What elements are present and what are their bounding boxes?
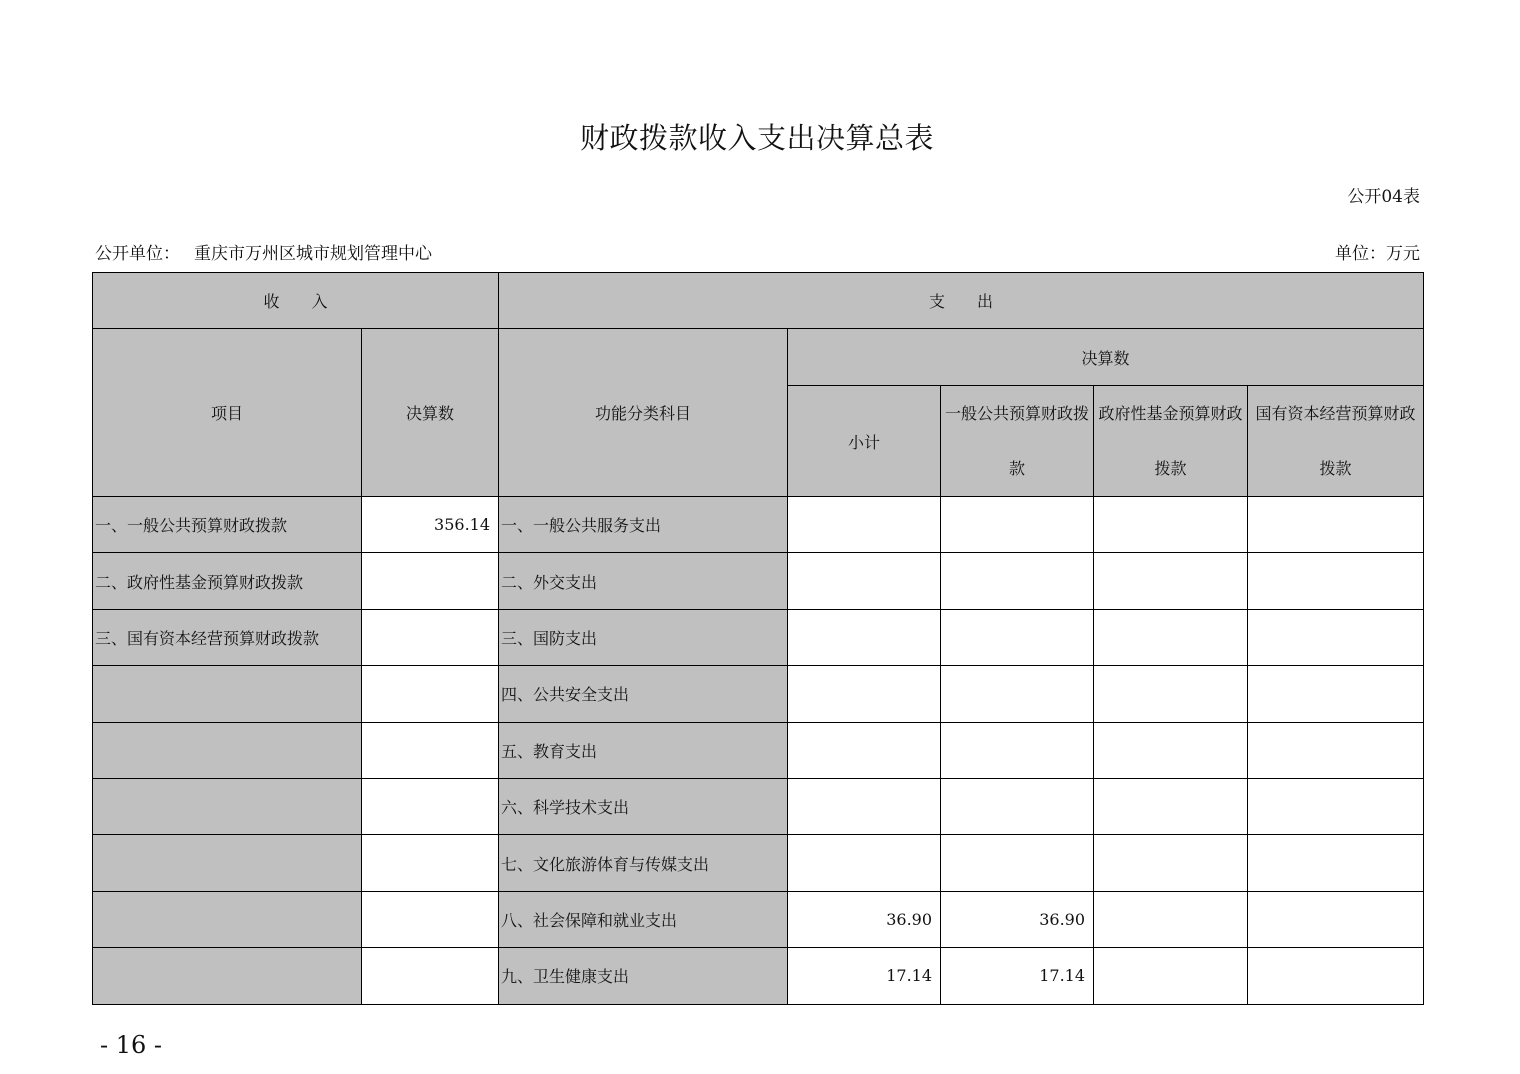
table-row <box>93 666 1424 722</box>
subtotal-cell: 36.90 <box>788 891 941 947</box>
general-budget-cell: 36.90 <box>941 891 1094 947</box>
subtotal-cell: 17.14 <box>788 948 941 1004</box>
income-amount-cell <box>362 722 499 778</box>
gov-fund-cell <box>1094 722 1248 778</box>
income-item-cell: 一、一般公共预算财政拨款 <box>93 497 362 553</box>
gov-fund-cell <box>1094 497 1248 553</box>
form-number: 公开04表 <box>1347 187 1420 207</box>
income-item-cell: 三、国有资本经营预算财政拨款 <box>93 609 362 665</box>
gov-fund-cell <box>1094 891 1248 947</box>
table-row <box>93 553 1424 609</box>
general-budget-cell <box>941 778 1094 834</box>
general-budget-cell <box>941 609 1094 665</box>
table-row <box>93 778 1424 834</box>
col-header-general-budget: 一般公共预算财政拨款 <box>941 386 1094 497</box>
expense-item-cell: 二、外交支出 <box>499 553 788 609</box>
subtotal-cell <box>788 609 941 665</box>
subtotal-cell <box>788 778 941 834</box>
publishing-unit-label: 公开单位： <box>95 244 180 264</box>
expense-item-cell: 一、一般公共服务支出 <box>499 497 788 553</box>
table-row <box>93 609 1424 665</box>
publishing-unit-name: 重庆市万州区城市规划管理中心 <box>194 244 432 264</box>
income-amount-cell <box>362 948 499 1004</box>
gov-fund-cell <box>1094 835 1248 891</box>
currency-unit: 单位：万元 <box>1335 244 1420 264</box>
expense-item-cell: 七、文化旅游体育与传媒支出 <box>499 835 788 891</box>
expense-item-cell: 三、国防支出 <box>499 609 788 665</box>
subtotal-cell <box>788 835 941 891</box>
state-capital-cell <box>1248 835 1424 891</box>
budget-table <box>92 272 1424 1005</box>
income-item-cell <box>93 948 362 1004</box>
income-item-cell: 二、政府性基金预算财政拨款 <box>93 553 362 609</box>
col-header-item: 项目 <box>93 329 362 497</box>
table-row <box>93 722 1424 778</box>
general-budget-cell <box>941 666 1094 722</box>
table-row <box>93 891 1424 947</box>
expense-item-cell: 八、社会保障和就业支出 <box>499 891 788 947</box>
income-header: 收 入 <box>93 273 499 329</box>
col-header-amount: 决算数 <box>362 329 499 497</box>
state-capital-cell <box>1248 891 1424 947</box>
subtotal-cell <box>788 553 941 609</box>
page-number: - 16 - <box>100 1031 163 1059</box>
gov-fund-cell <box>1094 778 1248 834</box>
expense-header: 支 出 <box>499 273 1424 329</box>
state-capital-cell <box>1248 497 1424 553</box>
expense-item-cell: 九、卫生健康支出 <box>499 948 788 1004</box>
income-amount-cell: 356.14 <box>362 497 499 553</box>
general-budget-cell <box>941 835 1094 891</box>
state-capital-cell <box>1248 666 1424 722</box>
state-capital-cell <box>1248 722 1424 778</box>
header-row-middle <box>93 329 1424 386</box>
unit-line <box>92 242 1422 266</box>
income-amount-cell <box>362 609 499 665</box>
income-item-cell <box>93 835 362 891</box>
table-row <box>93 497 1424 553</box>
income-item-cell <box>93 666 362 722</box>
general-budget-cell <box>941 553 1094 609</box>
table-row <box>93 948 1424 1004</box>
gov-fund-cell <box>1094 609 1248 665</box>
income-item-cell <box>93 722 362 778</box>
gov-fund-cell <box>1094 666 1248 722</box>
gov-fund-cell <box>1094 948 1248 1004</box>
income-amount-cell <box>362 553 499 609</box>
subtotal-cell <box>788 497 941 553</box>
income-item-cell <box>93 778 362 834</box>
income-amount-cell <box>362 891 499 947</box>
page-title: 财政拨款收入支出决算总表 <box>579 121 934 155</box>
general-budget-cell <box>941 722 1094 778</box>
subtotal-cell <box>788 722 941 778</box>
table-row <box>93 835 1424 891</box>
expense-item-cell: 五、教育支出 <box>499 722 788 778</box>
col-header-function: 功能分类科目 <box>499 329 788 497</box>
subtotal-cell <box>788 666 941 722</box>
state-capital-cell <box>1248 948 1424 1004</box>
col-header-final: 决算数 <box>788 329 1424 386</box>
income-amount-cell <box>362 666 499 722</box>
income-item-cell <box>93 891 362 947</box>
general-budget-cell <box>941 497 1094 553</box>
income-amount-cell <box>362 835 499 891</box>
general-budget-cell: 17.14 <box>941 948 1094 1004</box>
expense-item-cell: 四、公共安全支出 <box>499 666 788 722</box>
state-capital-cell <box>1248 778 1424 834</box>
gov-fund-cell <box>1094 553 1248 609</box>
col-header-gov-fund: 政府性基金预算财政拨款 <box>1094 386 1248 497</box>
state-capital-cell <box>1248 609 1424 665</box>
col-header-state-capital: 国有资本经营预算财政拨款 <box>1248 386 1424 497</box>
publishing-unit <box>95 242 432 266</box>
income-amount-cell <box>362 778 499 834</box>
state-capital-cell <box>1248 553 1424 609</box>
expense-item-cell: 六、科学技术支出 <box>499 778 788 834</box>
col-header-subtotal: 小计 <box>788 386 941 497</box>
header-row-top <box>93 273 1424 329</box>
